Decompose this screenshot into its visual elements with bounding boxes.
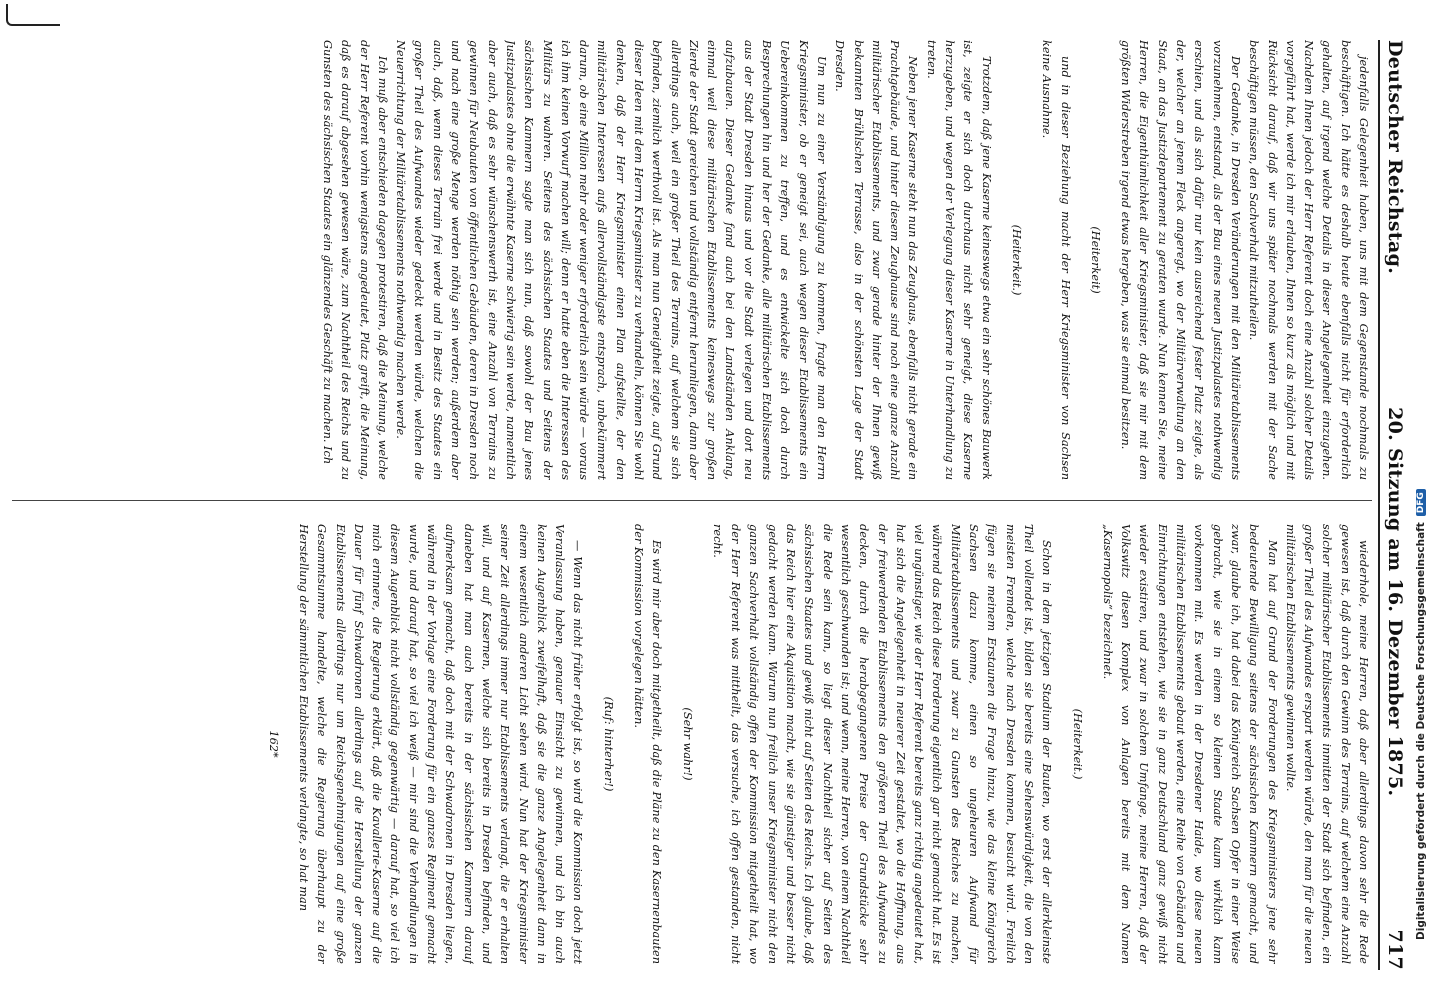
paragraph: Man hat auf Grund der Forderungen des Kriegsministers jene sehr bedeutende Bewilligung seitens der sächsischen Kammern gemacht, und zwar, glaube ich, hat dabei das Königreich Sachsen Opfer in einer Weise gebracht, wie sie in einem so kleinen Staate kaum wirklich kann vorkommen mit. Es werden in der Dresdener Haide, wo diese neuen militärischen Etablissements gebaut werden, eine Reihe von Gebäuden und Einrichtungen entstehen, wie sie in ganz Deutschland ganz gewiß nicht wieder existiren, und zwar in solchem Umfange, meine Herren, daß der Volkswitz diesen Komplex von Anlagen bereits mit dem Namen „Kasernopolis“ bezeichnet. xyxy=(1100,524,1279,964)
paragraph: Trotzdem, daß jene Kaserne keineswegs etwa ein sehr schönes Bauwerk ist, zeigte er sich doch durchaus nicht sehr geneigt, diese Kaserne herzugeben, und wegen der Verlegung dieser Kaserne in Unterhandlung zu treten. xyxy=(924,40,993,480)
signature-mark: 162* xyxy=(266,730,280,758)
digitization-credit xyxy=(1413,60,1429,940)
column-divider xyxy=(12,500,1372,501)
right-column xyxy=(4,524,1372,964)
paragraph: und in dieser Beziehung macht der Herr Kriegsminister von Sachsen keine Ausnahme. xyxy=(1040,40,1072,480)
paragraph: Ich muß aber entschieden dagegen protestiren, daß die Meinung, welche der Herr Referent vorhin wenigstens angedeutet, Platz greift, die Meinung, daß es darauf abgesehen gewesen wäre, zum Nachtheil des Reichs und zu Gunsten des sächsischen Staates ein glänzendes Geschäft zu machen. Ich xyxy=(320,40,389,480)
dfg-logo: DFG xyxy=(1416,489,1426,516)
interjection: (Heiterkeit.) xyxy=(1009,224,1023,296)
paragraph: — Wenn das nicht früher erfolgt ist, so wird die Kommission doch jetzt Veranlassung haben, genauer Einsicht zu gewinnen, und ich bin auch keinen Augenblick zweifelhaft, daß sie die ganze Angelegenheit dann in einem wesentlich anderen Licht sehen wird. Nun hat der Kriegsminister seiner Zeit allerdings immer nur Etablissements verlangt, die er erhalten will, und auf Kasernen, welche sich bereits in Dresden befinden, und daneben hat man auch bereits in der sächsischen Kammern darauf aufmerksam gemacht, daß doch mit der Schwadronen in Dresden liegen, während in der Vorlage eine Forderung für ein ganzes Regiment gemacht wurde, und darauf hat, so viel ich weiß — mir sind die Verhandlungen in diesem Augenblick nicht vollständig gegenwärtig — darauf hat, so viel ich mich erinnere, die Regierung erklärt, daß die Kavallerie-Kaserne auf die Dauer für fünf Schwadronen allerdings auf die Herstellung der ganzen Etablissements allerdings nur um Reichsgenehmigungen auf eine große Gesammtsumme handelte, welche die Regierung überhaupt zu der Herstellung der sämmtlichen Etablissements verlangte, so hat man xyxy=(296,524,585,964)
interjection: (Sehr wahr!) xyxy=(680,707,694,781)
header-page-number: 717 xyxy=(1384,929,1406,970)
paragraph: Es wird mir aber doch mitgetheilt, daß die Pläne zu den Kasernenbauten der Kommission vorgelegen hätten. xyxy=(632,524,664,964)
paragraph: jedenfalls Gelegenheit haben, uns mit dem Gegenstande nochmals zu beschäftigen. Ich hätte es deshalb heute ebenfalls nicht für erforderlich gehalten, auf irgend welche Details in dieser Angelegenheit einzugehen. Nachdem Ihnen jedoch der Herr Referent doch eine Anzahl solcher Details vorgeführt hat, werde ich mir erlauben, Ihnen so kurz als möglich und mit Rücksicht darauf, daß wir uns später nochmals werden mit der Sache beschäftigen müssen, den Sachverhalt mitzutheilen. xyxy=(1247,40,1370,480)
interjection: (Heiterkeit) xyxy=(1088,226,1102,294)
paragraph: Schon in dem jetzigen Stadium der Bauten, wo erst der allerkleinste Theil vollendet ist, bilden sie bereits eine Sehenswürdigkeit, die von den meisten Fremden, welche nach Dresden kommen, besucht wird. Freilich fügen sie meinem Erstaunen die Frage hinzu, wie das kleine Königreich Sachsen dazu komme, einen so ungeheuren Aufwand für Militäretablissements und zwar zu Gunsten des Reiches zu machen, während das Reich diese Forderung eigentlich gar nicht gemacht hat. Es ist viel ungünstiger, wie der Herr Referent bereits ganz richtig angedeutet hat, hat sich die Angelegenheit in neuerer Zeit gestaltet, wo die Hoffnung, aus der freiwerdenden Etablissements den größeren Theil des Aufwandes zu decken, durch die herabgegangenen Preise der Grundstücke sehr wesentlich geschwunden ist; und wenn, meine Herren, von einem Nachtheil die Rede sein kann, so liegt dieser Nachtheil sicher auf Seiten des sächsischen Staates und gewiß nicht auf Seiten des Reichs. Ich glaube, daß das Reich hier eine Akquisition macht, wie sie günstiger und besser nicht gedacht werden kann. Warum nun freilich unser Kriegsminister nicht den ganzen Sachverhalt vollständig offen der Kommission mitgetheilt hat, wo der Herr Referent was mittheilt, das versuche, ich offen gestanden, nicht recht. xyxy=(710,524,1054,964)
header-session: 20. Sitzung am 16. Dezember 1875. xyxy=(1384,407,1406,797)
interjection: (Ruf: hinterher!) xyxy=(601,696,615,792)
interjection: (Heiterkeit.) xyxy=(1070,708,1084,780)
credit-text: Digitalisierung gefördert durch die Deutsche Forschungsgemeinschaft xyxy=(1415,522,1427,940)
paragraph: Um nun zu einer Verständigung zu kommen, fragte man den Herrn Kriegsminister, ob er geneigt sei, auch wegen dieser Etablissements ein Uebereinkommen zu treffen, und es entwickelte sich doch durch Besprechungen hin und her der Gedanke, alle militärischen Etablissements aus der Stadt Dresden hinaus und vor die Stadt verlegen und dort neu aufzubauen. Dieser Gedanke fand auch bei den Landständen Anklang, einmal weil diese militärischen Etablissements keineswegs zur großen Zierde der Stadt gereichen und vollständig entfernt herumliegen, dann aber allerdings auch, weil ein großer Theil des Terrains, auf welchem sie sich befinden, ziemlich werthvoll ist. Als man nun Geneigtheit zeigte, auf Grund dieser Ideen mit dem Herrn Kriegsminister zu verhandeln, können Sie wohl denken, daß der Herr Kriegsminister einen Plan aufstellte, der den militärischen Interessen aufs allervollständigste entsprach, unbekümmert darum, ob eine Million mehr oder weniger erforderlich sein würde — voraus ich ihm keinen Vorwurf machen will; denn er hatte eben die Interessen des Militärs zu wahren. Seitens des sächsischen Staates und Seitens der sächsischen Kammern sagte man sich nun, daß sowohl der Bau jenes Justizpalastes ohne die erwähnte Kaserne schwierig sein werde, namentlich aber auch, daß es sehr wünschenswerth ist, eine Anzahl von Terrains zu gewinnen für Neubauten von öffentlichen Gebäuden, deren in Dresden noch und nach eine große Menge werden nöthig sein werden; außerdem aber auch, daß, wenn dieses Terrain frei werde und in Besitz des Staates ein großer Theil des Aufwandes wieder gedeckt werden würde, welchen die Neuerrichtung der Militäretablissements nothwendig machen werde. xyxy=(394,40,828,480)
left-column xyxy=(4,40,1372,480)
paragraph: wiederhole, meine Herren, daß aber allerdings davon sehr die Rede gewesen ist, daß durch den Gewinn des Terrains, auf welchem eine Anzahl solcher militärischer Etablissements inmitten der Stadt sich befinden, ein großer Theil des Aufwandes erspart werden würde, den man für die neuen militärischen Etablissements gewinnen wollte. xyxy=(1283,524,1370,964)
paragraph: Der Gedanke, in Dresden Veränderungen mit den Militäretablissements vorzunehmen, entstand, als der Bau eines neuen Justizpalastes nothwendig erschien, und als sich dafür nur kein ausreichend fester Platz zeigte, als der, welcher an jenem Fleck angeregt, wo der Militärverwaltung an den Staat, an das Justizdepartement zu geraten wurde. Nun kennen Sie, meine Herren, die Eigenthümlichkeit aller Kriegsminister, daß sie mir mit dem größten Widerstreben irgend etwas hergeben, was sie einmal besitzen. xyxy=(1119,40,1242,480)
header-publication: Deutscher Reichstag. xyxy=(1384,40,1406,275)
paragraph: Neben jener Kaserne steht nun das Zeughaus, ebenfalls nicht gerade ein Prachtgebäude, und hinter diesem Zeughause sind noch eine ganze Anzahl militärischer Etablissements, und zwar gerade hinter der Ihnen gewiß bekannten Brühlschen Terrasse, also in der schönsten Lage der Stadt Dresden. xyxy=(833,40,920,480)
